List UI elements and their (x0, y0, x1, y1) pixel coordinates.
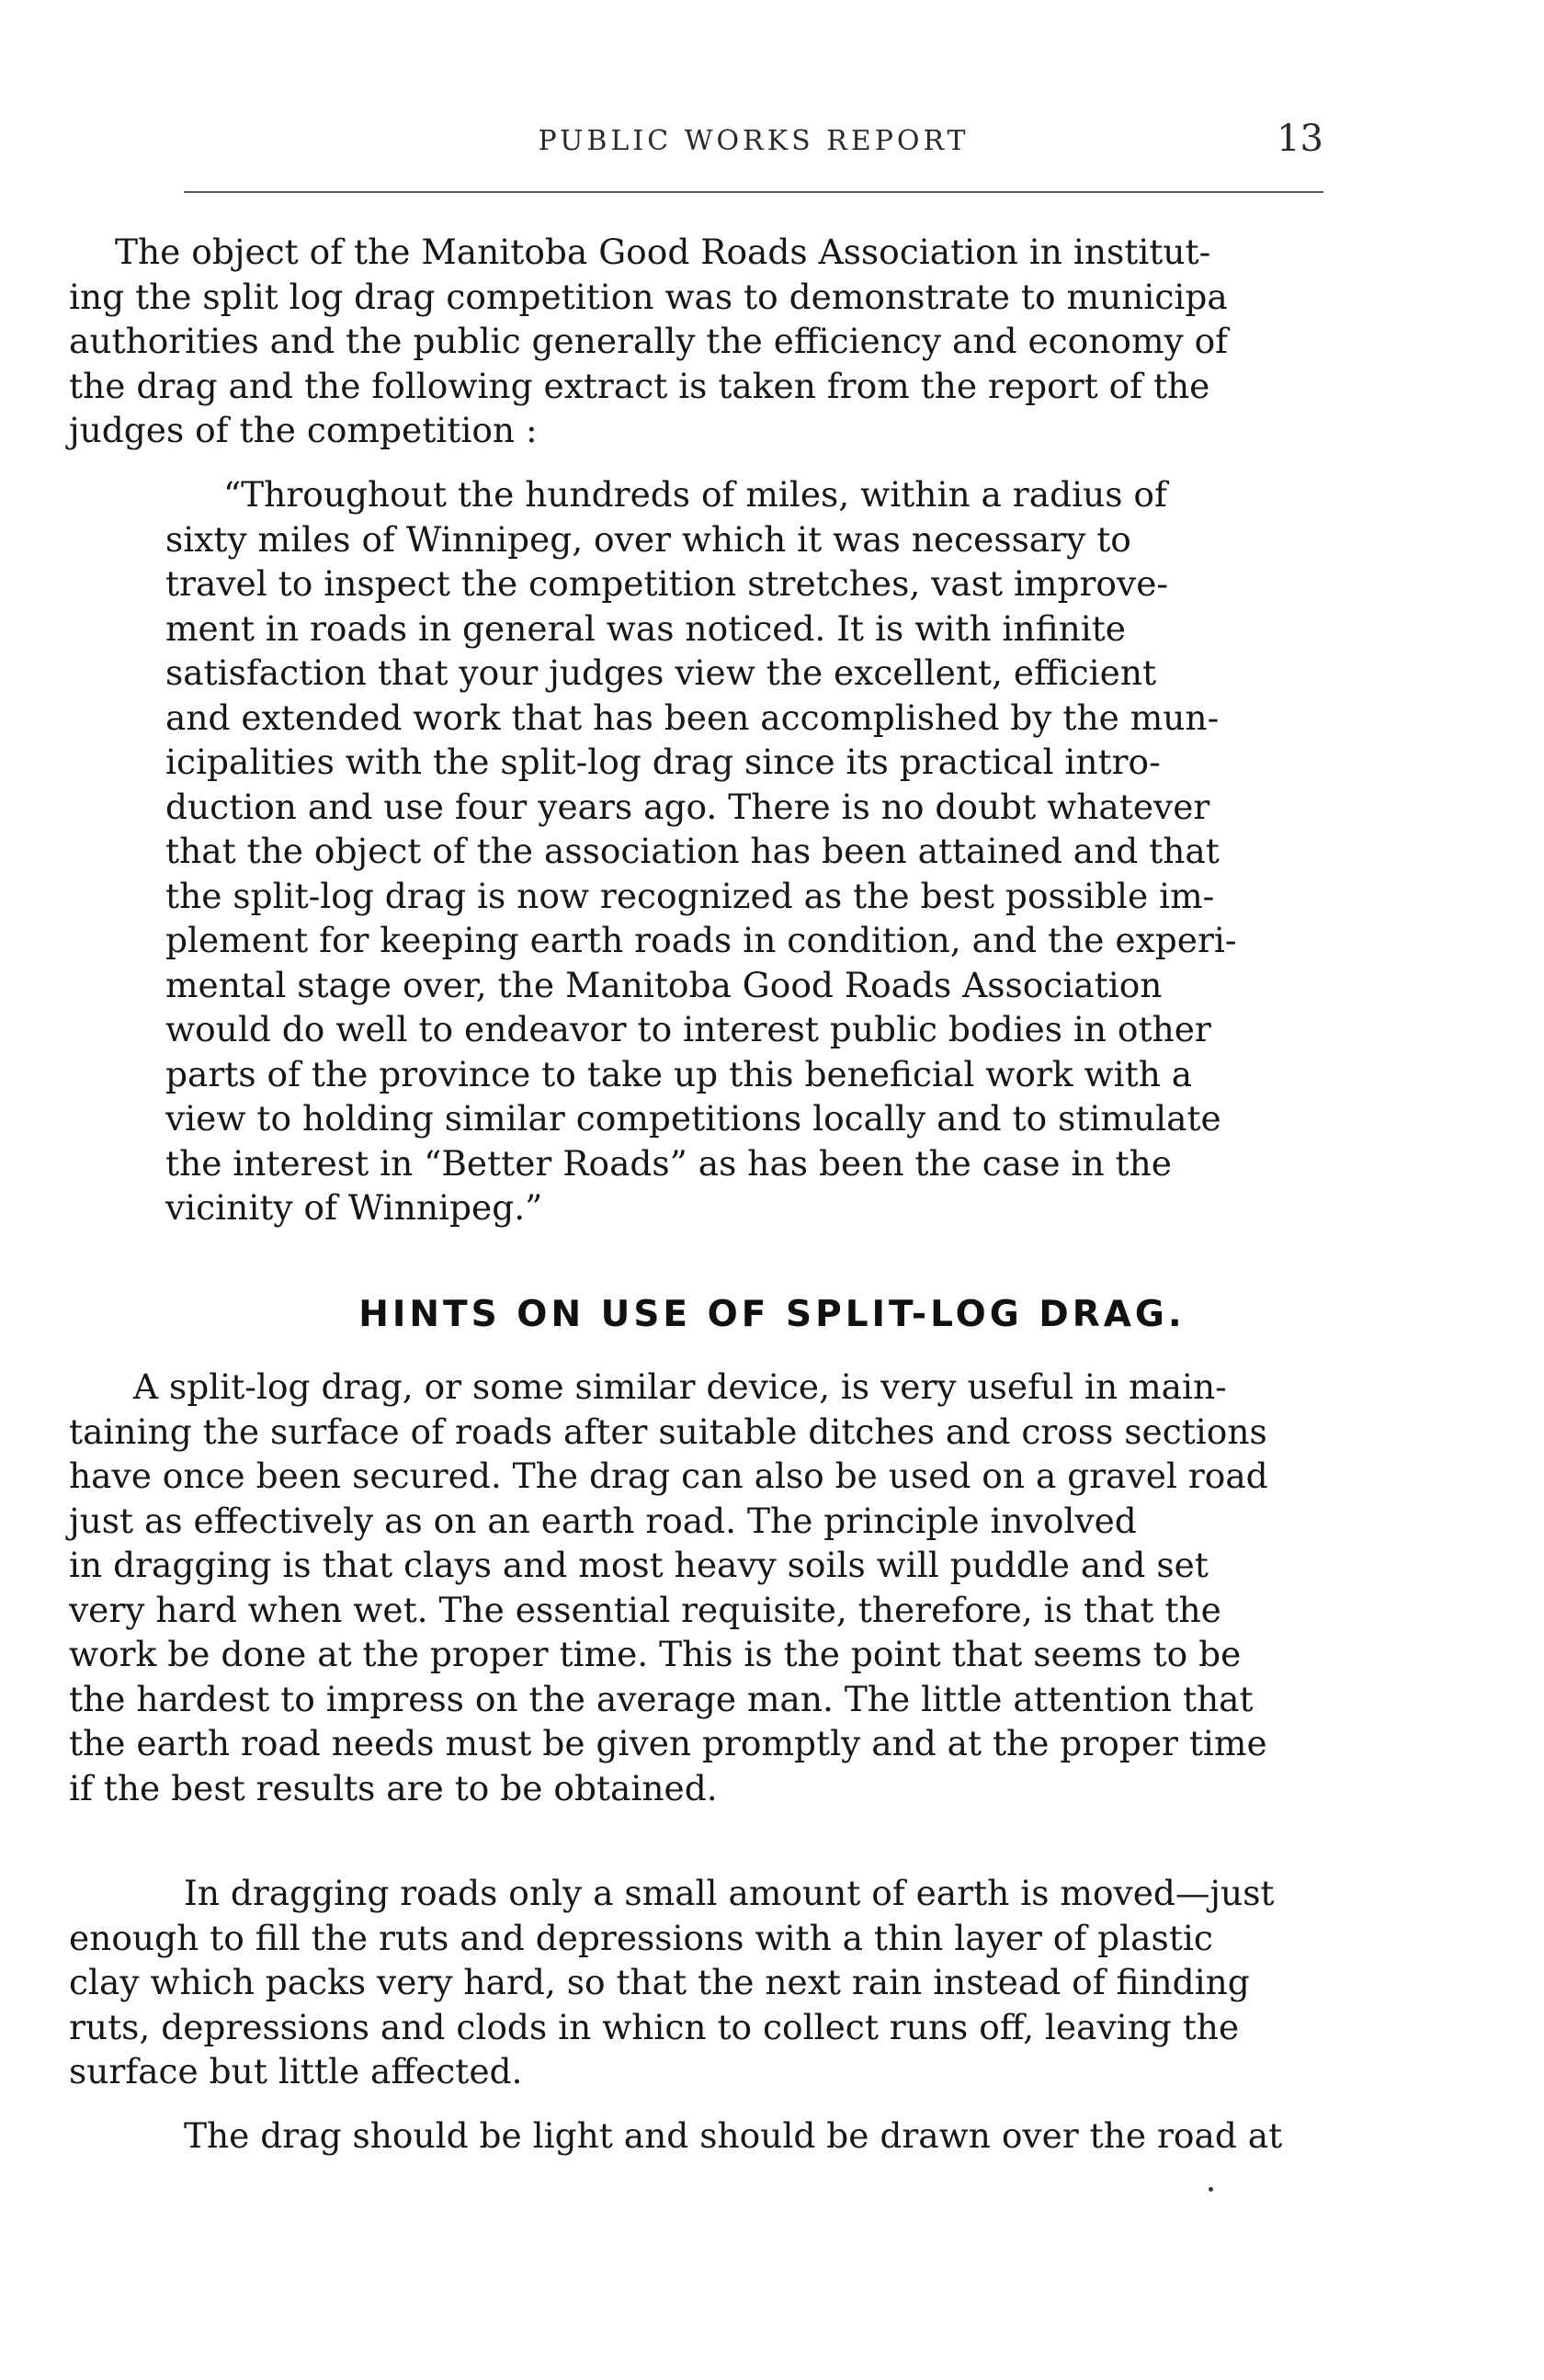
text-line: taining the surface of roads after suitable ditches and cross sections (69, 1411, 1267, 1452)
text-line: just as effectively as on an earth road. The principle involved (69, 1500, 1137, 1541)
text-line: the drag and the following extract is taken from the report of the (69, 365, 1210, 406)
text-line: The drag should be light and should be drawn over the road at (184, 2115, 1283, 2156)
text-line: duction and use four years ago. There is no doubt whatever (165, 786, 1210, 827)
text-line: the earth road needs must be given promptly and at the proper time (69, 1723, 1267, 1763)
running-title: PUBLIC WORKS REPORT (538, 125, 970, 157)
text-line: icipalities with the split-log drag since its practical intro- (165, 742, 1161, 782)
text-line: ing the split log drag competition was to demonstrate to municipa (69, 276, 1228, 317)
text-line: and extended work that has been accomplished by the mun- (165, 697, 1220, 738)
text-line: would do well to endeavor to interest public bodies in other (165, 1009, 1211, 1049)
text-line: the hardest to impress on the average man. The little attention that (69, 1678, 1254, 1719)
text-line: that the object of the association has been attained and that (165, 831, 1220, 871)
text-line: very hard when wet. The essential requisite, therefore, is that the (69, 1589, 1221, 1630)
page-number: 13 (1277, 118, 1323, 160)
text-line: In dragging roads only a small amount of earth is moved—just (184, 1873, 1275, 1913)
paragraph-dragging (69, 1871, 1400, 2094)
paragraph-drag-light (69, 2114, 1400, 2159)
text-line: vicinity of Winnipeg.” (165, 1187, 543, 1228)
text-line: The object of the Manitoba Good Roads Association in institut- (115, 232, 1211, 272)
text-line: view to holding similar competitions locally and to stimulate (165, 1098, 1221, 1139)
text-line: satisfaction that your judges view the excellent, efficient (165, 652, 1157, 693)
text-line: enough to fill the ruts and depressions with a thin layer of plastic (69, 1917, 1213, 1958)
text-line: surface but little affected. (69, 2051, 523, 2091)
text-line: the interest in “Better Roads” as has been the case in the (165, 1142, 1172, 1184)
text-line: plement for keeping earth roads in condition, and the experi- (165, 920, 1237, 960)
text-line: parts of the province to take up this beneficial work with a (165, 1053, 1193, 1094)
text-line: clay which packs very hard, so that the next rain instead of fiinding (69, 1962, 1250, 2002)
text-line: have once been secured. The drag can also be used on a gravel road (69, 1456, 1268, 1496)
text-line: ment in roads in general was noticed. It is with infinite (165, 607, 1127, 649)
text-line: travel to inspect the competition stretches, vast improve- (165, 563, 1169, 604)
text-line: work be done at the proper time. This is the point that seems to be (69, 1634, 1242, 1674)
text-line: the split-log drag is now recognized as the best possible im- (165, 875, 1215, 916)
text-line: mental stage over, the Manitoba Good Roads Association (165, 964, 1163, 1005)
running-head (184, 118, 1323, 173)
ink-speck (1209, 2187, 1213, 2192)
text-line: “Throughout the hundreds of miles, within a radius of (223, 474, 1167, 515)
text-line: sixty miles of Winnipeg, over which it was necessary to (165, 518, 1131, 560)
paragraph-hints (69, 1365, 1400, 1810)
paragraph-quote (165, 472, 1392, 1230)
paragraph-object (69, 230, 1400, 453)
text-line: ruts, depressions and clods in whicn to collect runs off, leaving the (69, 2006, 1240, 2047)
section-heading: HINTS ON USE OF SPLIT-LOG DRAG. (358, 1294, 1186, 1335)
text-line: authorities and the public generally the efficiency and economy of (69, 321, 1229, 361)
text-line: judges of the competition : (69, 410, 538, 450)
header-rule (184, 191, 1323, 193)
text-line: A split-log drag, or some similar device, is very useful in main- (133, 1366, 1227, 1407)
text-line: if the best results are to be obtained. (69, 1767, 718, 1808)
text-line: in dragging is that clays and most heavy soils will puddle and set (69, 1545, 1209, 1585)
